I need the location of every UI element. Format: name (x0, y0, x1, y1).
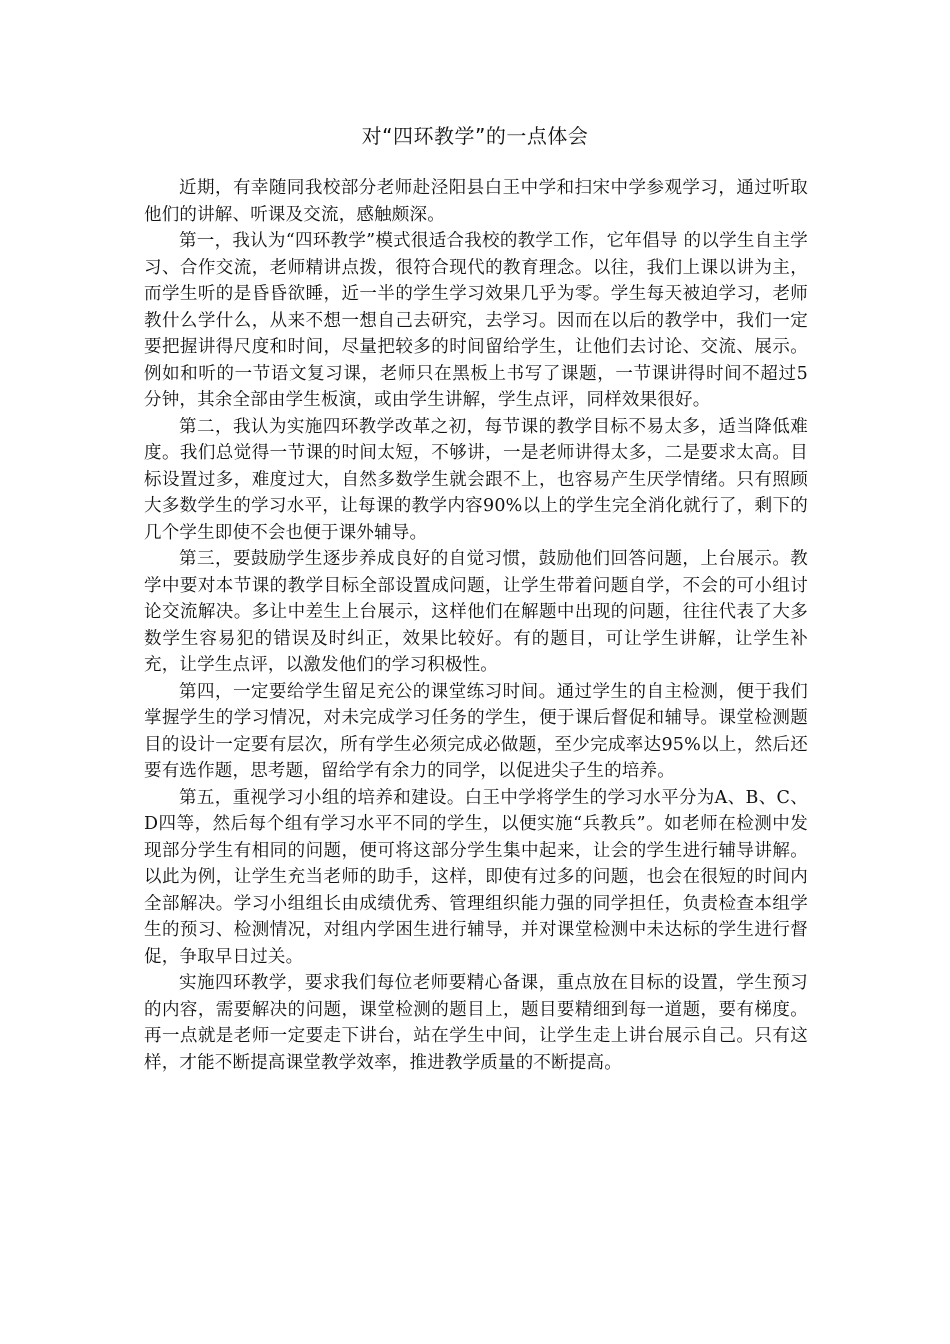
document-title: 对“四环教学”的一点体会 (361, 124, 589, 148)
document-body (144, 175, 808, 1076)
paragraph-point-one: 第一，我认为“四环教学”模式很适合我校的教学工作，它年倡导 的以学生自主学习、合作交流，老师精讲点拨，很符合现代的教育理念。以往，我们上课以讲为主，而学生听的是昏昏欲睡，近一半的学生学习效果几乎为零。学生每天被迫学习，老师教什么学什么，从来不想一想自己去研究，去学习。因而在以后的教学中，我们一定要把握讲得尺度和时间，尽量把较多的时间留给学生，让他们去讨论、交流、展示。例如和听的一节语文复习课，老师只在黑板上书写了课题，一节课讲得时间不超过5分钟，其余全部由学生板演，或由学生讲解，学生点评，同样效果很好。 (144, 231, 808, 410)
paragraph-point-five: 第五，重视学习小组的培养和建设。白王中学将学生的学习水平分为A、B、C、D四等，然后每个组有学习水平不同的学生，以便实施“兵教兵”。如老师在检测中发现部分学生有相同的问题，便可将这部分学生集中起来，让会的学生进行辅导讲解。以此为例，让学生充当老师的助手，这样，即使有过多的问题，也会在很短的时间内全部解决。学习小组组长由成绩优秀、管理组织能力强的同学担任，负责检查本组学生的预习、检测情况，对组内学困生进行辅导，并对课堂检测中未达标的学生进行督促，争取早日过关。 (144, 787, 808, 967)
paragraph-point-three: 第三，要鼓励学生逐步养成良好的自觉习惯，鼓励他们回答问题，上台展示。教学中要对本节课的教学目标全部设置成问题，让学生带着问题自学，不会的可小组讨论交流解决。多让中差生上台展示，这样他们在解题中出现的问题，往往代表了大多数学生容易犯的错误及时纠正，效果比较好。有的题目，可让学生讲解，让学生补充，让学生点评，以激发他们的学习积极性。 (144, 549, 808, 675)
paragraph-intro: 近期，有幸随同我校部分老师赴泾阳县白王中学和扫宋中学参观学习，通过听取他们的讲解、听课及交流，感触颇深。 (144, 178, 808, 225)
paragraph-point-two: 第二，我认为实施四环教学改革之初，每节课的教学目标不易太多，适当降低难度。我们总觉得一节课的时间太短，不够讲，一是老师讲得太多，二是要求太高。目标设置过多，难度过大，自然多数学生就会跟不上，也容易产生厌学情绪。只有照顾大多数学生的学习水平，让每课的教学内容90%以上的学生完全消化就行了，剩下的几个学生即使不会也便于课外辅导。 (144, 416, 808, 543)
paragraph-point-four: 第四，一定要给学生留足充公的课堂练习时间。通过学生的自主检测，便于我们掌握学生的学习情况，对未完成学习任务的学生，便于课后督促和辅导。课堂检测题目的设计一定要有层次，所有学生必须完成必做题，至少完成率达95%以上，然后还要有选作题，思考题，留给学有余力的同学，以促进尖子生的培养。 (144, 681, 808, 781)
paragraph-conclusion: 实施四环教学，要求我们每位老师要精心备课，重点放在目标的设置，学生预习的内容，需要解决的问题，课堂检测的题目上，题目要精细到每一道题，要有梯度。再一点就是老师一定要走下讲台，站在学生中间，让学生走上讲台展示自己。只有这样，才能不断提高课堂教学效率，推进教学质量的不断提高。 (144, 973, 808, 1073)
